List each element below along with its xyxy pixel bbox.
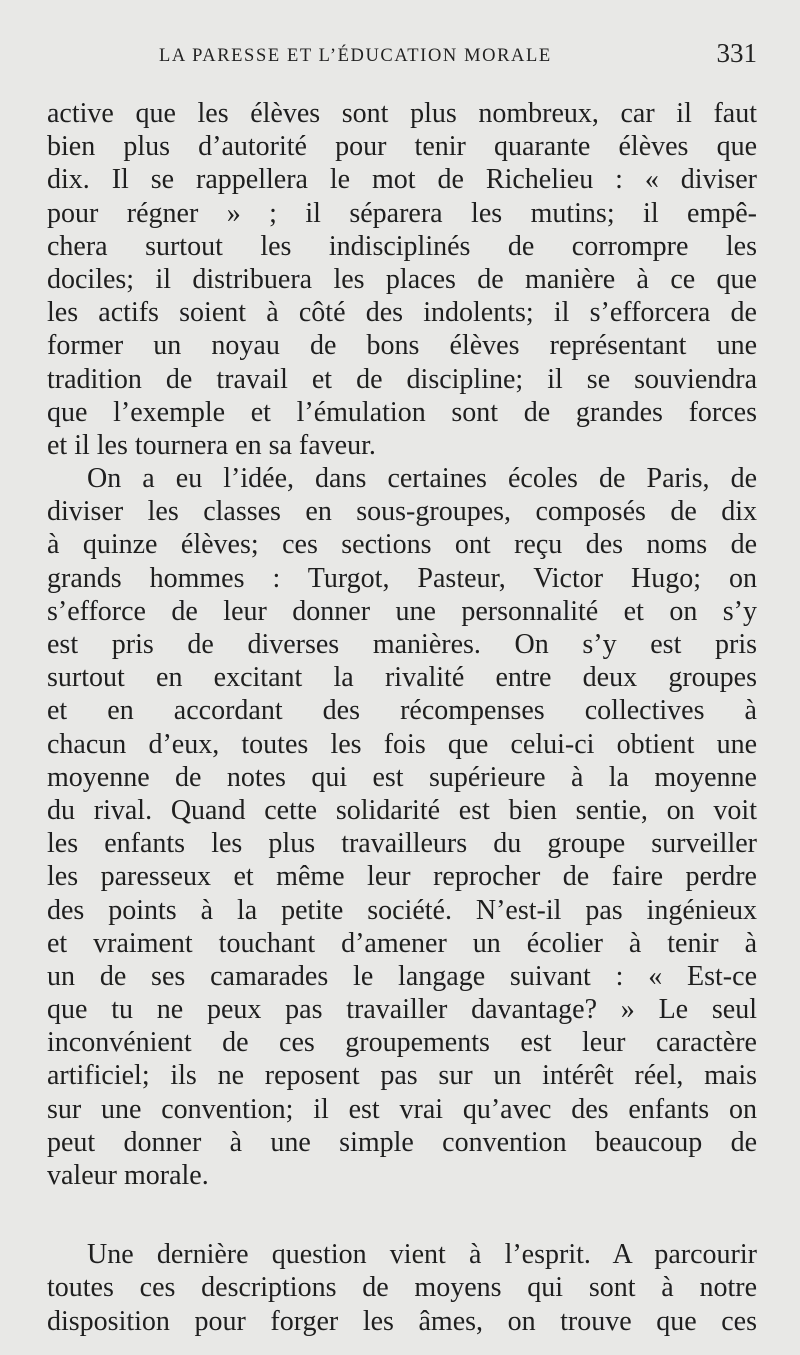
text-line: artificiel; ils ne reposent pas sur un intérêt réel, mais bbox=[47, 1060, 757, 1092]
text-line: et vraiment touchant d’amener un écolier à tenir à bbox=[47, 927, 757, 959]
text-line: peut donner à une simple convention beaucoup de bbox=[47, 1126, 757, 1158]
text-line: chacun d’eux, toutes les fois que celui-ci obtient une bbox=[47, 728, 757, 760]
text-line: surtout en excitant la rivalité entre deux groupes bbox=[47, 662, 757, 694]
text-line: les enfants les plus travailleurs du groupe surveiller bbox=[47, 828, 757, 860]
page-number: 331 bbox=[716, 38, 757, 68]
section-break bbox=[47, 1192, 757, 1238]
text-line: chera surtout les indisciplinés de corrompre les bbox=[47, 230, 757, 262]
body-text bbox=[47, 97, 757, 1338]
text-line: que tu ne peux pas travailler davantage? » Le seul bbox=[47, 994, 757, 1026]
paragraph bbox=[47, 97, 757, 462]
text-line: former un noyau de bons élèves représentant une bbox=[47, 330, 757, 362]
text-line: bien plus d’autorité pour tenir quarante élèves que bbox=[47, 131, 757, 163]
text-line: dix. Il se rappellera le mot de Richelieu : « diviser bbox=[47, 164, 757, 196]
text-line: et il les tournera en sa faveur. bbox=[47, 429, 376, 461]
text-line: disposition pour forger les âmes, on trouve que ces bbox=[47, 1305, 757, 1337]
text-line: On a eu l’idée, dans certaines écoles de Paris, de bbox=[87, 463, 757, 495]
text-line: diviser les classes en sous-groupes, composés de dix bbox=[47, 496, 757, 528]
text-line: moyenne de notes qui est supérieure à la moyenne bbox=[47, 761, 757, 793]
text-line: tradition de travail et de discipline; il se souviendra bbox=[47, 363, 757, 395]
text-line: Une dernière question vient à l’esprit. A parcourir bbox=[87, 1239, 757, 1271]
paragraph bbox=[47, 1238, 757, 1338]
text-line: des points à la petite société. N’est-il pas ingénieux bbox=[47, 894, 757, 926]
text-line: du rival. Quand cette solidarité est bien sentie, on voit bbox=[47, 794, 757, 826]
text-line: valeur morale. bbox=[47, 1160, 209, 1191]
text-line: dociles; il distribuera les places de manière à ce que bbox=[47, 263, 757, 295]
running-title: LA PARESSE ET L’ÉDUCATION MORALE bbox=[159, 46, 552, 66]
text-line: que l’exemple et l’émulation sont de grandes forces bbox=[47, 396, 757, 428]
text-line: est pris de diverses manières. On s’y est pris bbox=[47, 629, 757, 660]
text-line: toutes ces descriptions de moyens qui sont à notre bbox=[47, 1272, 757, 1304]
text-line: s’efforce de leur donner une personnalité et on s’y bbox=[47, 595, 757, 627]
text-line: les actifs soient à côté des indolents; il s’efforcera de bbox=[47, 297, 757, 329]
text-line: les paresseux et même leur reprocher de faire perdre bbox=[47, 861, 757, 893]
paragraph bbox=[47, 462, 757, 1192]
text-line: et en accordant des récompenses collectives à bbox=[47, 695, 757, 727]
text-line: un de ses camarades le langage suivant : « Est-ce bbox=[47, 960, 757, 992]
text-line: grands hommes : Turgot, Pasteur, Victor Hugo; on bbox=[47, 562, 757, 594]
text-line: à quinze élèves; ces sections ont reçu des noms de bbox=[47, 529, 757, 561]
text-line: pour régner » ; il séparera les mutins; il empê- bbox=[47, 197, 757, 229]
text-line: inconvénient de ces groupements est leur caractère bbox=[47, 1027, 757, 1059]
running-head bbox=[47, 36, 757, 76]
text-line: sur une convention; il est vrai qu’avec des enfants on bbox=[47, 1093, 757, 1125]
text-line: active que les élèves sont plus nombreux, car il faut bbox=[47, 98, 757, 129]
